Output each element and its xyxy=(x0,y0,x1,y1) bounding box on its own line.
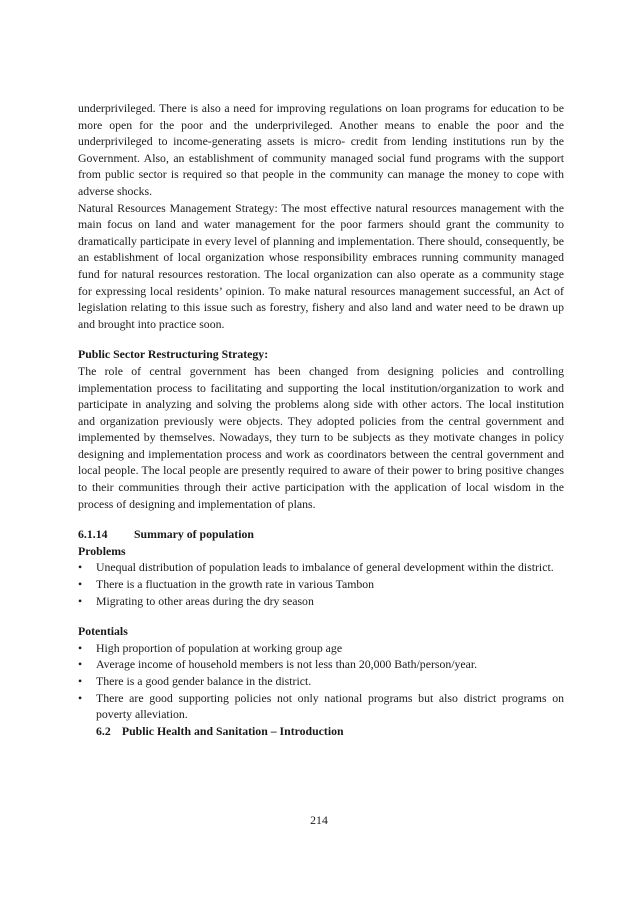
heading-public-sector: Public Sector Restructuring Strategy: xyxy=(78,347,269,362)
heading-summary-population xyxy=(78,526,564,543)
paragraph-public-sector: The role of central government has been changed from designing policies and controlling implementation process to facilitating and supporting the local institution/organization to work and participate in analyzing and solving the problems along side with other actors. The local institution and organization previously were objects. They adopted policies from the central government and implemented by themselves. Nowadays, they turn to be subjects as they motivate changes in policy designing and implementation process and work as coordinators between the central government and local people. The local people are presently required to aware of their power to bring positive changes to their communities through their active participation with the application of local wisdom in the process of designing and implementation of plans. xyxy=(78,363,564,511)
section-number: 6.1.14 xyxy=(78,527,108,542)
page-number: 214 xyxy=(310,813,328,827)
heading-problems: Problems xyxy=(78,543,126,558)
bullet-icon: • xyxy=(78,690,83,705)
bullet-icon: • xyxy=(78,657,83,672)
section-title: Public Health and Sanitation – Introduction xyxy=(121,723,344,738)
list-item: • There are good supporting policies not only national programs but also district programs on poverty alleviation. xyxy=(78,690,564,722)
paragraph-natural-resources: Natural Resources Management Strategy: The most effective natural resources management with the main focus on land and water management for the poor farmers should grant the community to dramatically participate in every level of planning and implementation. There should, consequently, be an establishment of local organization whose responsibility embraces running community managed fund for natural resources restoration. The local organization can also operate as a community stage for expressing local residents’ opinion. To make natural resources management successful, an Act of legislation relating to this issue such as forestry, fishery and also land and water need to be drawn up and brought into practice soon. xyxy=(78,200,564,331)
paragraph-underprivileged: underprivileged. There is also a need for improving regulations on loan programs for education to be more open for the poor and the underprivileged. Another means to enable the poor and the underprivileged to income-generating assets is micro- credit from lending institutions run by the Government. Also, an establishment of community managed social fund programs with the support from public sector is required so that people in the community can manage the money to cope with adverse shocks. xyxy=(78,101,564,198)
section-number: 6.2 xyxy=(96,723,111,738)
bullet-icon: • xyxy=(78,577,83,592)
problems-list xyxy=(78,559,564,609)
list-item: • There is a good gender balance in the district. xyxy=(78,674,312,688)
bullet-icon: • xyxy=(78,593,83,608)
list-item: • There is a fluctuation in the growth rate in various Tambon xyxy=(78,577,375,592)
bullet-icon: • xyxy=(78,640,83,655)
bullet-icon: • xyxy=(78,674,83,688)
list-item: • Unequal distribution of population leads to imbalance of general development within the district. xyxy=(78,560,554,575)
bullet-icon: • xyxy=(78,560,83,575)
document-page xyxy=(78,100,564,739)
heading-public-health xyxy=(78,723,564,740)
list-item: • Average income of household members is not less than 20,000 Bath/person/year. xyxy=(78,657,478,672)
heading-potentials: Potentials xyxy=(78,624,128,639)
potentials-list xyxy=(78,640,564,723)
section-title: Summary of population xyxy=(134,527,254,542)
list-item: • Migrating to other areas during the dry season xyxy=(78,593,314,608)
list-item: • High proportion of population at working group age xyxy=(78,640,343,655)
